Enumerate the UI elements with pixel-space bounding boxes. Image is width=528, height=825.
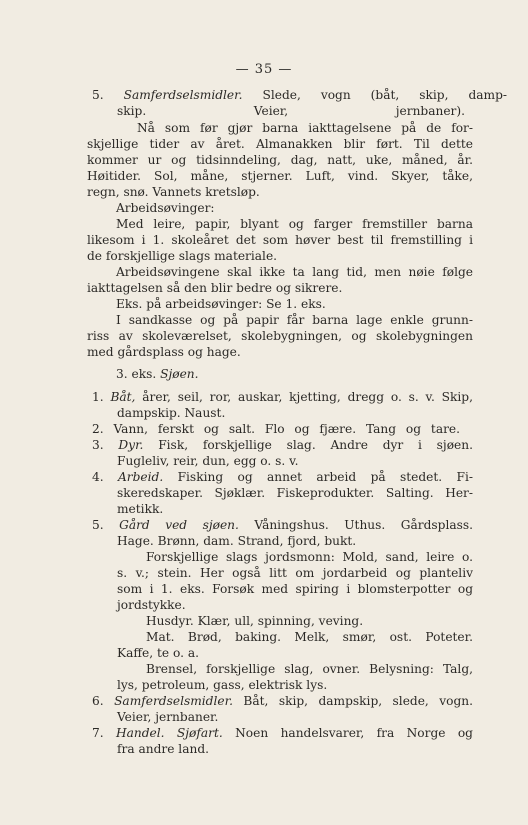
italic-run: Samferdselsmidler. [114, 694, 233, 708]
text-run: skjellige tider av året. Almanakken blir ført. Til dette [87, 137, 473, 151]
text-line [117, 646, 199, 662]
text-run: fra andre land. [117, 742, 209, 756]
text-line [116, 297, 326, 313]
text-line [87, 249, 277, 265]
text-line [146, 662, 473, 678]
text-line [92, 518, 473, 534]
text-line [117, 582, 473, 598]
text-run: Høitider. Sol, måne, stjerner. Luft, vind. Skyer, tåke, [87, 169, 473, 183]
text-run: Kaffe, te o. a. [117, 646, 199, 660]
text-line [117, 104, 465, 120]
text-run: jordstykke. [117, 598, 186, 612]
page-number: — 35 — [235, 62, 293, 77]
text-run: kommer ur og tidsinndeling, dag, natt, uke, måned, år. [87, 153, 473, 167]
text-line [92, 390, 473, 406]
text-line [87, 281, 342, 297]
text-run: Hage. Brønn, dam. Strand, fjord, bukt. [117, 534, 357, 548]
text-run: s. v.; stein. Her også litt om jordarbeid og planteliv [117, 566, 473, 580]
text-line [92, 422, 460, 438]
text-run: Noen handelsvarer, fra Norge og [222, 726, 473, 740]
text-run: Med leire, papir, blyant og farger fremstiller barna [116, 217, 473, 231]
text-line [116, 313, 473, 329]
text-run: som i 1. eks. Forsøk med spiring i blomsterpotter og [117, 582, 473, 596]
text-line [87, 153, 473, 169]
text-run: 6. [92, 694, 115, 708]
text-line [117, 678, 327, 694]
text-run: Fisking og annet arbeid på stedet. Fi- [163, 470, 473, 484]
text-line [116, 367, 199, 383]
text-run: 2. Vann, ferskt og salt. Flo og fjære. Tang og tare. [92, 422, 460, 436]
text-line [116, 217, 473, 233]
text-line [87, 137, 473, 153]
text-run: riss av skoleværelset, skolebygningen, og skolebygningen [87, 329, 473, 343]
text-run: lys, petroleum, gass, elektrisk lys. [117, 678, 328, 692]
text-run: 3. eks. [116, 367, 161, 381]
text-run: skip. Veier, jernbaner). [117, 104, 465, 118]
text-run: Slede, vogn (båt, skip, damp- [242, 88, 507, 102]
text-run: Brensel, forskjellige slag, ovner. Belysning: Talg, [146, 662, 473, 676]
italic-run: Båt, [110, 390, 136, 404]
text-line [116, 201, 215, 217]
text-run: 5. [92, 88, 124, 102]
text-run: Eks. på arbeidsøvinger: Se 1. eks. [116, 297, 326, 311]
text-run: 1. [92, 390, 111, 404]
italic-run: Sjøen. [160, 367, 199, 381]
text-run: regn, snø. Vannets kretsløp. [87, 185, 260, 199]
text-line [146, 630, 473, 646]
text-run: Veier, jernbaner. [117, 710, 219, 724]
text-run: de forskjellige slags materiale. [87, 249, 278, 263]
text-run: Arbeidsøvingene skal ikke ta lang tid, men nøie følge [116, 265, 473, 279]
text-run: med gårdsplass og hage. [87, 345, 241, 359]
text-line [117, 598, 186, 614]
text-line [117, 566, 473, 582]
text-line [146, 550, 473, 566]
text-line [92, 726, 473, 742]
text-line [117, 406, 225, 422]
text-line [116, 265, 473, 281]
text-line [117, 742, 209, 758]
text-run: Arbeidsøvinger: [116, 201, 215, 215]
text-run: Husdyr. Klær, ull, spinning, veving. [146, 614, 364, 628]
text-run: 5. [92, 518, 120, 532]
text-line [87, 233, 473, 249]
text-run: 3. [92, 438, 119, 452]
text-run: årer, seil, ror, auskar, kjetting, dregg o. s. v. Skip, [135, 390, 473, 404]
text-line [92, 470, 473, 486]
text-line [117, 534, 356, 550]
text-run: likesom i 1. skoleåret det som høver best til fremstilling i [87, 233, 473, 247]
text-run: I sandkasse og på papir får barna lage enkle grunn- [116, 313, 473, 327]
italic-run: Dyr. [118, 438, 144, 452]
text-run: iakttagelsen så den blir bedre og sikrere. [87, 281, 343, 295]
text-run: Fisk, forskjellige slag. Andre dyr i sjøen. [143, 438, 473, 452]
text-line [87, 329, 473, 345]
text-run: Mat. Brød, baking. Melk, smør, ost. Poteter. [146, 630, 473, 644]
text-run: metikk. [117, 502, 164, 516]
italic-run: Handel. Sjøfart. [116, 726, 223, 740]
text-run: 4. [92, 470, 118, 484]
text-line [87, 345, 241, 361]
text-line [87, 169, 473, 185]
text-line [137, 121, 473, 137]
text-line [146, 614, 363, 630]
text-line [92, 694, 473, 710]
text-run: Nå som før gjør barna iakttagelsene på de for- [137, 121, 473, 135]
text-line [117, 486, 473, 502]
text-run: Forskjellige slags jordsmonn: Mold, sand, leire o. [146, 550, 473, 564]
text-line [117, 454, 299, 470]
text-line [92, 88, 507, 104]
text-line [92, 438, 473, 454]
text-run: 7. [92, 726, 117, 740]
text-run: Båt, skip, dampskip, slede, vogn. [232, 694, 473, 708]
text-run: dampskip. Naust. [117, 406, 226, 420]
text-run: Våningshus. Uthus. Gårdsplass. [238, 518, 473, 532]
text-run: skeredskaper. Sjøklær. Fiskeprodukter. Salting. Her- [117, 486, 473, 500]
italic-run: Arbeid. [118, 470, 164, 484]
text-line [117, 710, 218, 726]
text-line [117, 502, 163, 518]
italic-run: Samferdselsmidler. [123, 88, 243, 102]
italic-run: Gård ved sjøen. [119, 518, 239, 532]
text-run: Fugleliv, reir, dun, egg o. s. v. [117, 454, 299, 468]
text-line [87, 185, 260, 201]
